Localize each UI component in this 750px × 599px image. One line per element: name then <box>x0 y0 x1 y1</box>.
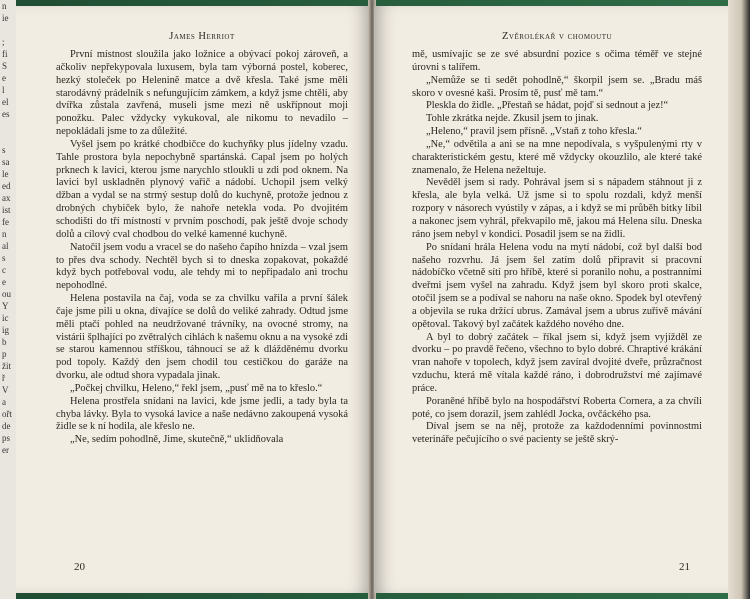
spine-fragment: s <box>2 145 6 155</box>
paragraph: Helena prostřela snídani na lavici, kde jsme jedli, a tady byla ta chyba lávky. Byla to vysoká lavice a naše nedávno zakoupená vysoká židle se k ní hodila, ale křeslo ne. <box>56 395 348 433</box>
left-page-number: 20 <box>74 561 85 573</box>
spine-fragment: es <box>2 109 10 119</box>
paragraph: „Nemůže se ti sedět pohodlně,“ škorpil jsem se. „Bradu máš skoro v ovesné kaši. Prosím tě, pusť mě tam.“ <box>412 74 702 99</box>
spine-fragment: p <box>2 349 7 359</box>
paragraph: „Ne, sedím pohodlně, Jime, skutečně,“ uklidňovala <box>70 434 284 446</box>
paragraph: Tohle zkrátka nejde. Zkusil jsem to jinak. <box>426 113 599 125</box>
spine-fragment: ; <box>2 37 5 47</box>
spine-fragment: le <box>2 169 9 179</box>
paragraph: A byl to dobrý začátek – říkal jsem si, když jsem vyjížděl ze dvorku – po pravdě řečeno, všechno to bylo dobré. Chraptivé krákání vran nahoře v topolech, když jsem zavíral dvojité dveře, průzračnost vzduchu, která mě vítala každé ráno, i dobrodružství mé zajímavé práce. <box>412 331 702 394</box>
adjacent-page-strip <box>0 0 16 599</box>
spine-fragment: el <box>2 97 9 107</box>
spine-fragment: c <box>2 265 6 275</box>
spine-fragment: ie <box>2 13 9 23</box>
paragraph: Helena postavila na čaj, voda se za chvilku vařila a první šálek čaje jsme pili u okna, dívajíce se dolů do veliké zahrady. Odtud jsme měli ptačí pohled na neudržované trávníky, na ovocné stromy, na vistárii šplhající po zvětralých cihlách k našemu oknu a na vysoké zdi se starou kamennou stříškou, táhnoucí se až k dlážděnému dvorku pod topoly. Každý den jsem chodil tou cestičkou do garáže na dvorku, ale odtud shora vypadala jinak. <box>56 293 348 382</box>
spine-fragment <box>2 24 16 36</box>
spine-fragment: ist <box>2 205 11 215</box>
spine-fragment: Y <box>2 301 9 311</box>
paragraph: Díval jsem se na něj, protože za každodenními povinnostmi veterináře pečujícího o své pacienty se ještě skrý- <box>412 421 702 446</box>
spine-fragment: b <box>2 337 7 347</box>
spine-fragment: de <box>2 421 11 431</box>
page-stack-edge <box>728 0 750 599</box>
paragraph: Pleskla do židle. „Přestaň se hádat, pojď si sednout a jez!“ <box>426 100 669 112</box>
spine-fragment: ou <box>2 289 11 299</box>
right-page-header: Zvěrolékař v chomoutu <box>501 31 613 42</box>
spine-fragment: ořt <box>2 409 12 419</box>
spine-fragment: ax <box>2 193 11 203</box>
spine-fragment <box>2 132 16 144</box>
paragraph: „Počkej chvilku, Heleno,“ řekl jsem, „pusť mě na to křeslo.“ <box>70 382 323 394</box>
right-page-text <box>412 49 702 447</box>
spine-fragment: ic <box>2 313 9 323</box>
left-page-text <box>56 49 348 447</box>
paragraph: Natočil jsem vodu a vracel se do našeho čapího hnízda – vzal jsem to přes dva schody. Nechtěl bych si to dneska zopakovat, pokaždé když bych potřeboval vodu, ale tehdy mi to nepřipadalo ani trochu nepohodlné. <box>56 241 348 292</box>
spine-fragment: e <box>2 73 6 83</box>
spine-fragment: S <box>2 61 8 71</box>
spine-fragment <box>2 120 16 132</box>
paragraph: První místnost sloužila jako ložnice a obývací pokoj zároveň, a ačkoliv nepřekypovala luxusem, byla tam výborná postel, koberec, hezký stoleček po Heleninĕ matce a dvě křesla. Také jsme měli starodávný prádelník s nefungujícím zámkem, a když jsme chtěli, aby dvířka zůstala zavřená, museli jsme mezi ně uskřípnout moji ponožku. Palec vždycky vykukoval, ale nikomu to nevadilo – nepokládali jsme to za důležité. <box>56 49 348 138</box>
paragraph: „Ne,“ odvětila a ani se na mne nepodívala, s vyšpulenými rty v charakteristickém gestu, které mě vždycky okouzlilo, ale které také znamenalo, že Helena neželtuje. <box>412 138 702 176</box>
spine-fragment: fe <box>2 217 9 227</box>
paragraph: mě, usmívajíc se ze své absurdní pozice s očima téměř ve stejné úrovni s talířem. <box>412 49 702 73</box>
spine-fragment: sa <box>2 157 10 167</box>
spine-fragment: n <box>2 229 7 239</box>
paragraph: „Heleno,“ pravil jsem přísně. „Vstaň z toho křesla.“ <box>426 126 642 138</box>
paragraph: Po snídani hrála Helena vodu na mytí nádobí, což byl další bod našeho rozvrhu. Já jsem šel zatím dolů připravit si pracovní nádobíčko včetně sítí pro hříbě, které si poranilo nohu, a postranními dveřmi jsem vyšel na zahradu. Když jsem byl skoro proti skalce, otočil jsem se a podíval se nahoru na naše okno. Spodek byl otevřený a objevila se ruka držící ubrus. Zamával jsem a ubrus zuřivě mávání opětoval. Takový byl začátek každého nového dne. <box>412 241 702 330</box>
spine-fragment: al <box>2 241 9 251</box>
spine-fragment: V <box>2 385 9 395</box>
left-page-header: James Herriot <box>169 31 235 42</box>
spine-fragment: l <box>2 85 5 95</box>
spine-fragment: ed <box>2 181 11 191</box>
spine-fragment: žit <box>2 361 11 371</box>
paragraph: Vyšel jsem po krátké chodbičce do kuchyňky plus jídelny vzadu. Tahle prostora byla nepochybně spartánská. Capal jsem po holých prknech k lavici, kterou jsme narychlo stloukli u zdi pod oknem. Na lavici byl uskladněn plynový vařič a nádobí. Uchopil jsem velký džban a vydal se na strmý sestup dolů do kuchyně, protože jednou z drobných chybiček bylo, že nahoře netekla voda. Po dvojitém schodišti do tří místností v prvním poschodí, pak ještě dvoje schody dolů a cílový cval chodbou do velké kamenné kuchyně. <box>56 138 348 240</box>
spine-fragment: s <box>2 253 6 263</box>
paragraph: Poraněné hříbě bylo na hospodářství Roberta Cornera, a za chvíli poté, co jsem dorazil, jsem zahlédl Jocka, ovčáckého psa. <box>412 395 702 420</box>
right-page <box>374 6 730 593</box>
spine-fragment: n <box>2 1 7 11</box>
spine-fragment: ps <box>2 433 11 443</box>
spine-fragment: ř <box>2 373 5 383</box>
spine-fragment: fi <box>2 49 8 59</box>
left-page <box>16 6 370 593</box>
spine-fragment: er <box>2 445 9 455</box>
right-page-number: 21 <box>679 561 690 573</box>
spine-fragment: e <box>2 277 6 287</box>
spine-fragment: a <box>2 397 6 407</box>
spine-fragment: ig <box>2 325 10 335</box>
paragraph: Nevěděl jsem si rady. Pohrával jsem si s nápadem stáhnout ji z křesla, ale byla velká. Už jsme si to spolu rozdali, když menší rozpory v násorech vyústily v zápas, a i když se mi průběh bitky líbil a nakonec jsem vyhrál, překvapilo mě, jakou má Helena sílu. Dneska ráno jsem nebyl v kondici. Posadil jsem se na židli. <box>412 177 702 240</box>
